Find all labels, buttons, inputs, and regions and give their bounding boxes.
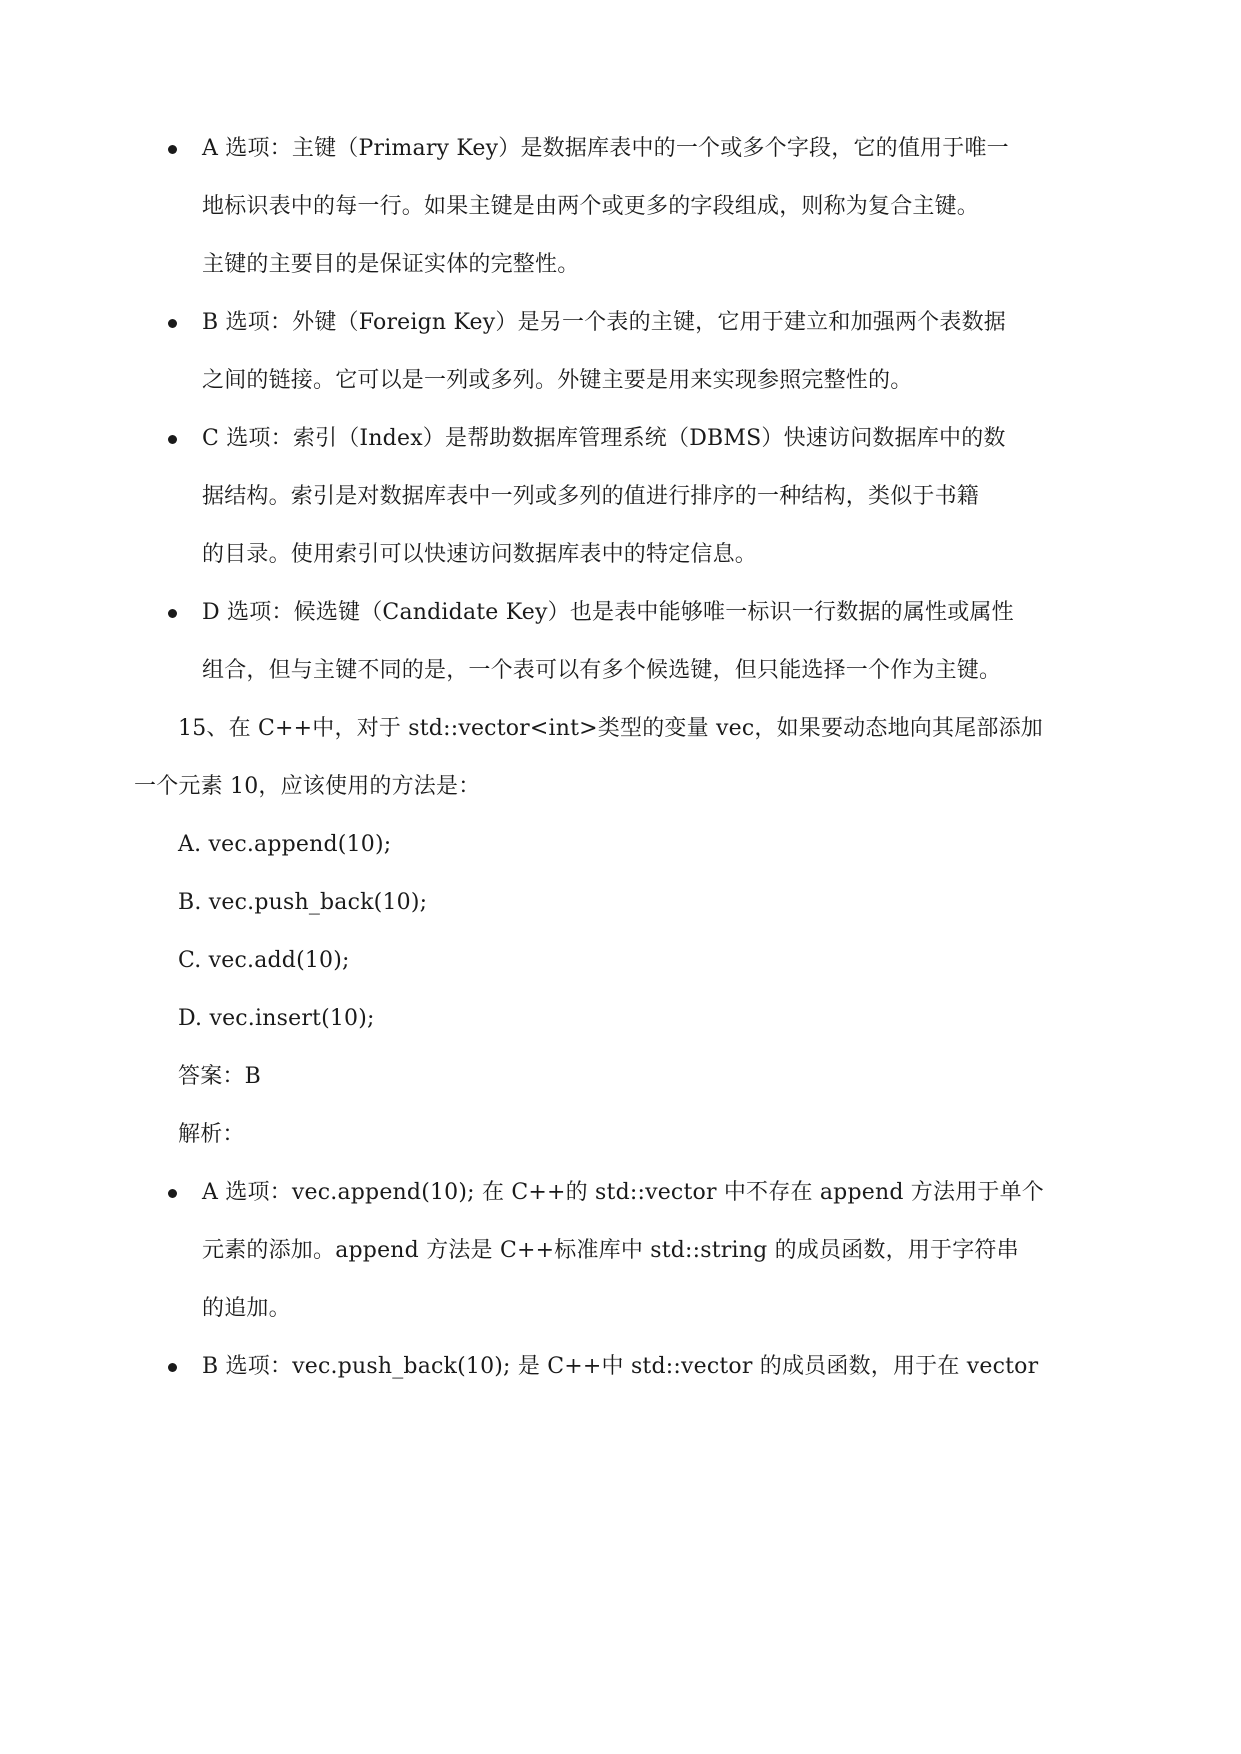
bullet-a-line-1: A 选项：主键（Primary Key）是数据库表中的一个或多个字段，它的值用于唯一 [202,136,1009,161]
bullet-d-line-2: 组合，但与主键不同的是，一个表可以有多个候选键，但只能选择一个作为主键。 [202,658,1002,683]
option-d: D. vec.insert(10); [178,1006,375,1031]
option-b: B. vec.push_back(10); [178,890,428,915]
option-c: C. vec.add(10); [178,948,350,973]
question-15-line-2: 一个元素 10，应该使用的方法是： [134,774,481,799]
bullet-marker [168,435,177,444]
bullet-c-line-1: C 选项：索引（Index）是帮助数据库管理系统（DBMS）快速访问数据库中的数 [202,426,1006,451]
analysis-label: 解析： [178,1122,245,1147]
bullet-marker [168,319,177,328]
bullet-a-line-3: 主键的主要目的是保证实体的完整性。 [202,252,580,277]
option-a: A. vec.append(10); [178,832,392,857]
bullet-d-line-1: D 选项：候选键（Candidate Key）也是表中能够唯一标识一行数据的属性或属性 [202,600,1014,625]
bullet-marker [168,1189,177,1198]
analysis-a-line-3: 的追加。 [202,1296,291,1321]
analysis-b-line-1: B 选项：vec.push_back(10); 是 C++中 std::vector 的成员函数，用于在 vector [202,1354,1039,1379]
question-15-line-1: 15、在 C++中，对于 std::vector<int>类型的变量 vec，如果要动态地向其尾部添加 [178,716,1043,741]
bullet-marker [168,1363,177,1372]
analysis-a-line-2: 元素的添加。append 方法是 C++标准库中 std::string 的成员函数，用于字符串 [202,1238,1019,1263]
bullet-c-line-2: 据结构。索引是对数据库表中一列或多列的值进行排序的一种结构，类似于书籍 [202,484,980,509]
bullet-b-line-2: 之间的链接。它可以是一列或多列。外键主要是用来实现参照完整性的。 [202,368,913,393]
bullet-c-line-3: 的目录。使用索引可以快速访问数据库表中的特定信息。 [202,542,758,567]
analysis-a-line-1: A 选项：vec.append(10); 在 C++的 std::vector 中不存在 append 方法用于单个 [202,1180,1044,1205]
bullet-marker [168,609,177,618]
answer-text: 答案：B [178,1064,261,1089]
bullet-a-line-2: 地标识表中的每一行。如果主键是由两个或更多的字段组成，则称为复合主键。 [202,194,980,219]
bullet-marker [168,145,177,154]
bullet-b-line-1: B 选项：外键（Foreign Key）是另一个表的主键，它用于建立和加强两个表数据 [202,310,1006,335]
